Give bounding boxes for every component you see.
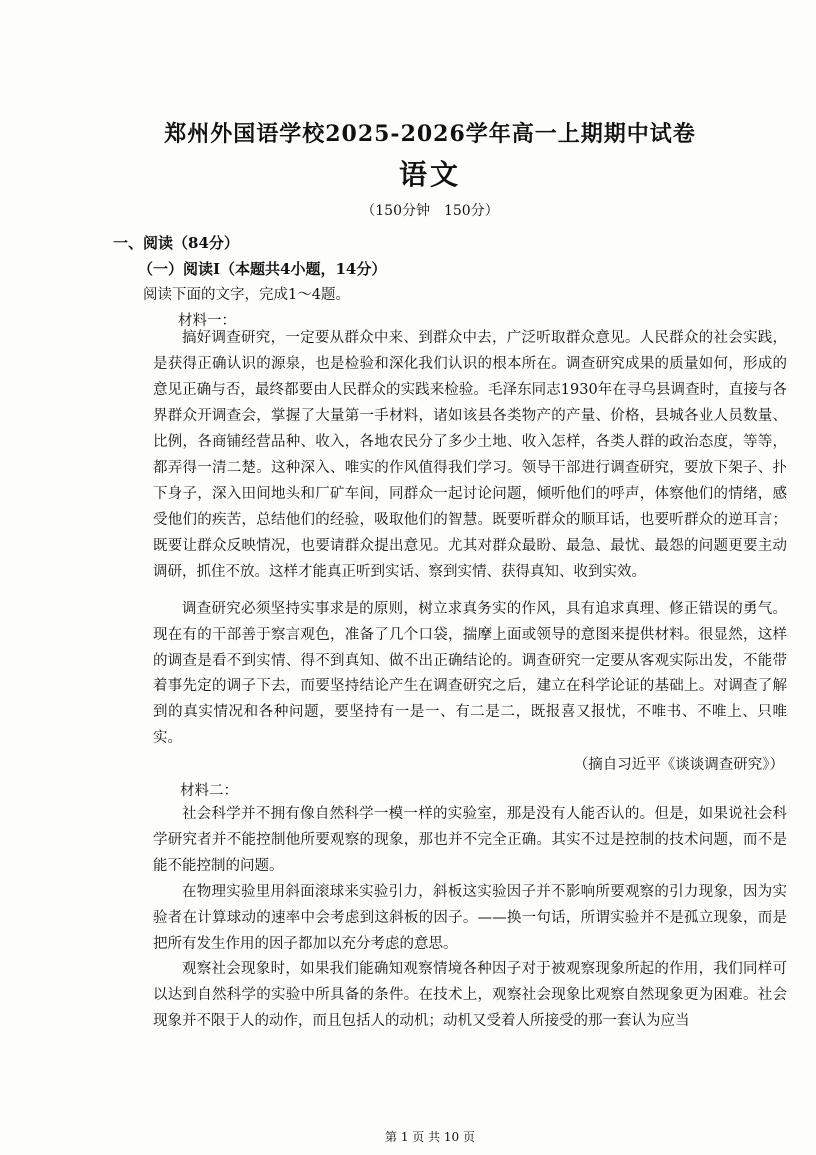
subject-title: 语文	[398, 158, 461, 191]
material-one-label: 材料一：	[178, 313, 236, 329]
subsection-heading-reading-one: （一）阅读Ⅰ（本题共4小题，14分）	[138, 260, 387, 278]
material-two-paragraph-2: 在物理实验里用斜面滚球来实验引力，斜板这实验因子并不影响所要观察的引力现象，因为实验者在计算球动的速率中会考虑到这斜板的因子。——换一句话，所谓实验并不是孤立现象，而是把所有发生作用的因子都加以充分考虑的意思。	[153, 884, 787, 952]
material-two-label: 材料二：	[180, 783, 238, 799]
material-two-paragraph-1: 社会科学并不拥有像自然科学一模一样的实验室，那是没有人能否认的。但是，如果说社会科学研究者并不能控制他所要观察的现象，那也并不完全正确。其实不过是控制的技术问题，而不是能不能控制的问题。	[153, 806, 787, 874]
instruction-text: 阅读下面的文字，完成1～4题。	[143, 287, 350, 303]
exam-title: 郑州外国语学校2025-2026学年高一上期期中试卷	[164, 121, 696, 147]
material-one-paragraph-2: 调查研究必须坚持实事求是的原则，树立求真务实的作风，具有追求真理、修正错误的勇气。现在有的干部善于察言观色，准备了几个口袋，揣摩上面或领导的意图来提供材料。很显然，这样的调查是看不到实情、得不到真知、做不出正确结论的。调查研究一定要从客观实际出发，不能带着事先定的调子下去，而要坚持结论产生在调查研究之后，建立在科学论证的基础上。对调查了解到的真实情况和各种问题，要坚持有一是一、有二是二，既报喜又报忧，不唯书、不唯上、只唯实。	[153, 601, 787, 746]
time-score-info: （150分钟 150分）	[361, 203, 499, 219]
material-two-paragraph-3: 观察社会现象时，如果我们能确知观察情境各种因子对于被观察现象所起的作用，我们同样可以达到自然科学的实验中所具备的条件。在技术上，观察社会现象比观察自然现象更为困难。社会现象并不限于人的动作，而且包括人的动机；动机又受着人所接受的那一套认为应当	[153, 961, 787, 1029]
material-one-source: （摘自习近平《谈谈调查研究》）	[573, 757, 784, 773]
section-heading-reading: 一、阅读（84分）	[113, 234, 239, 252]
page-number-footer: 第 1 页 共 10 页	[385, 1130, 475, 1144]
material-one-paragraph-1: 搞好调查研究，一定要从群众中来、到群众中去，广泛听取群众意见。人民群众的社会实践，是获得正确认识的源泉，也是检验和深化我们认识的根本所在。调查研究成果的质量如何，形成的意见正确与否，最终都要由人民群众的实践来检验。毛泽东同志1930年在寻乌县调查时，直接与各界群众开调查会，掌握了大量第一手材料，诸如该县各类物产的产量、价格，县城各业人员数量、比例，各商铺经营品种、收入，各地农民分了多少土地、收入怎样，各类人群的政治态度，等等，都弄得一清二楚。这种深入、唯实的作风值得我们学习。领导干部进行调查研究，要放下架子、扑下身子，深入田间地头和厂矿车间，同群众一起讨论问题，倾听他们的呼声，体察他们的情绪，感受他们的疾苦，总结他们的经验，吸取他们的智慧。既要听群众的顺耳话，也要听群众的逆耳言；既要让群众反映情况，也要请群众提出意见。尤其对群众最盼、最急、最忧、最怨的问题更要主动调研，抓住不放。这样才能真正听到实话、察到实情、获得真知、收到实效。	[153, 330, 787, 580]
